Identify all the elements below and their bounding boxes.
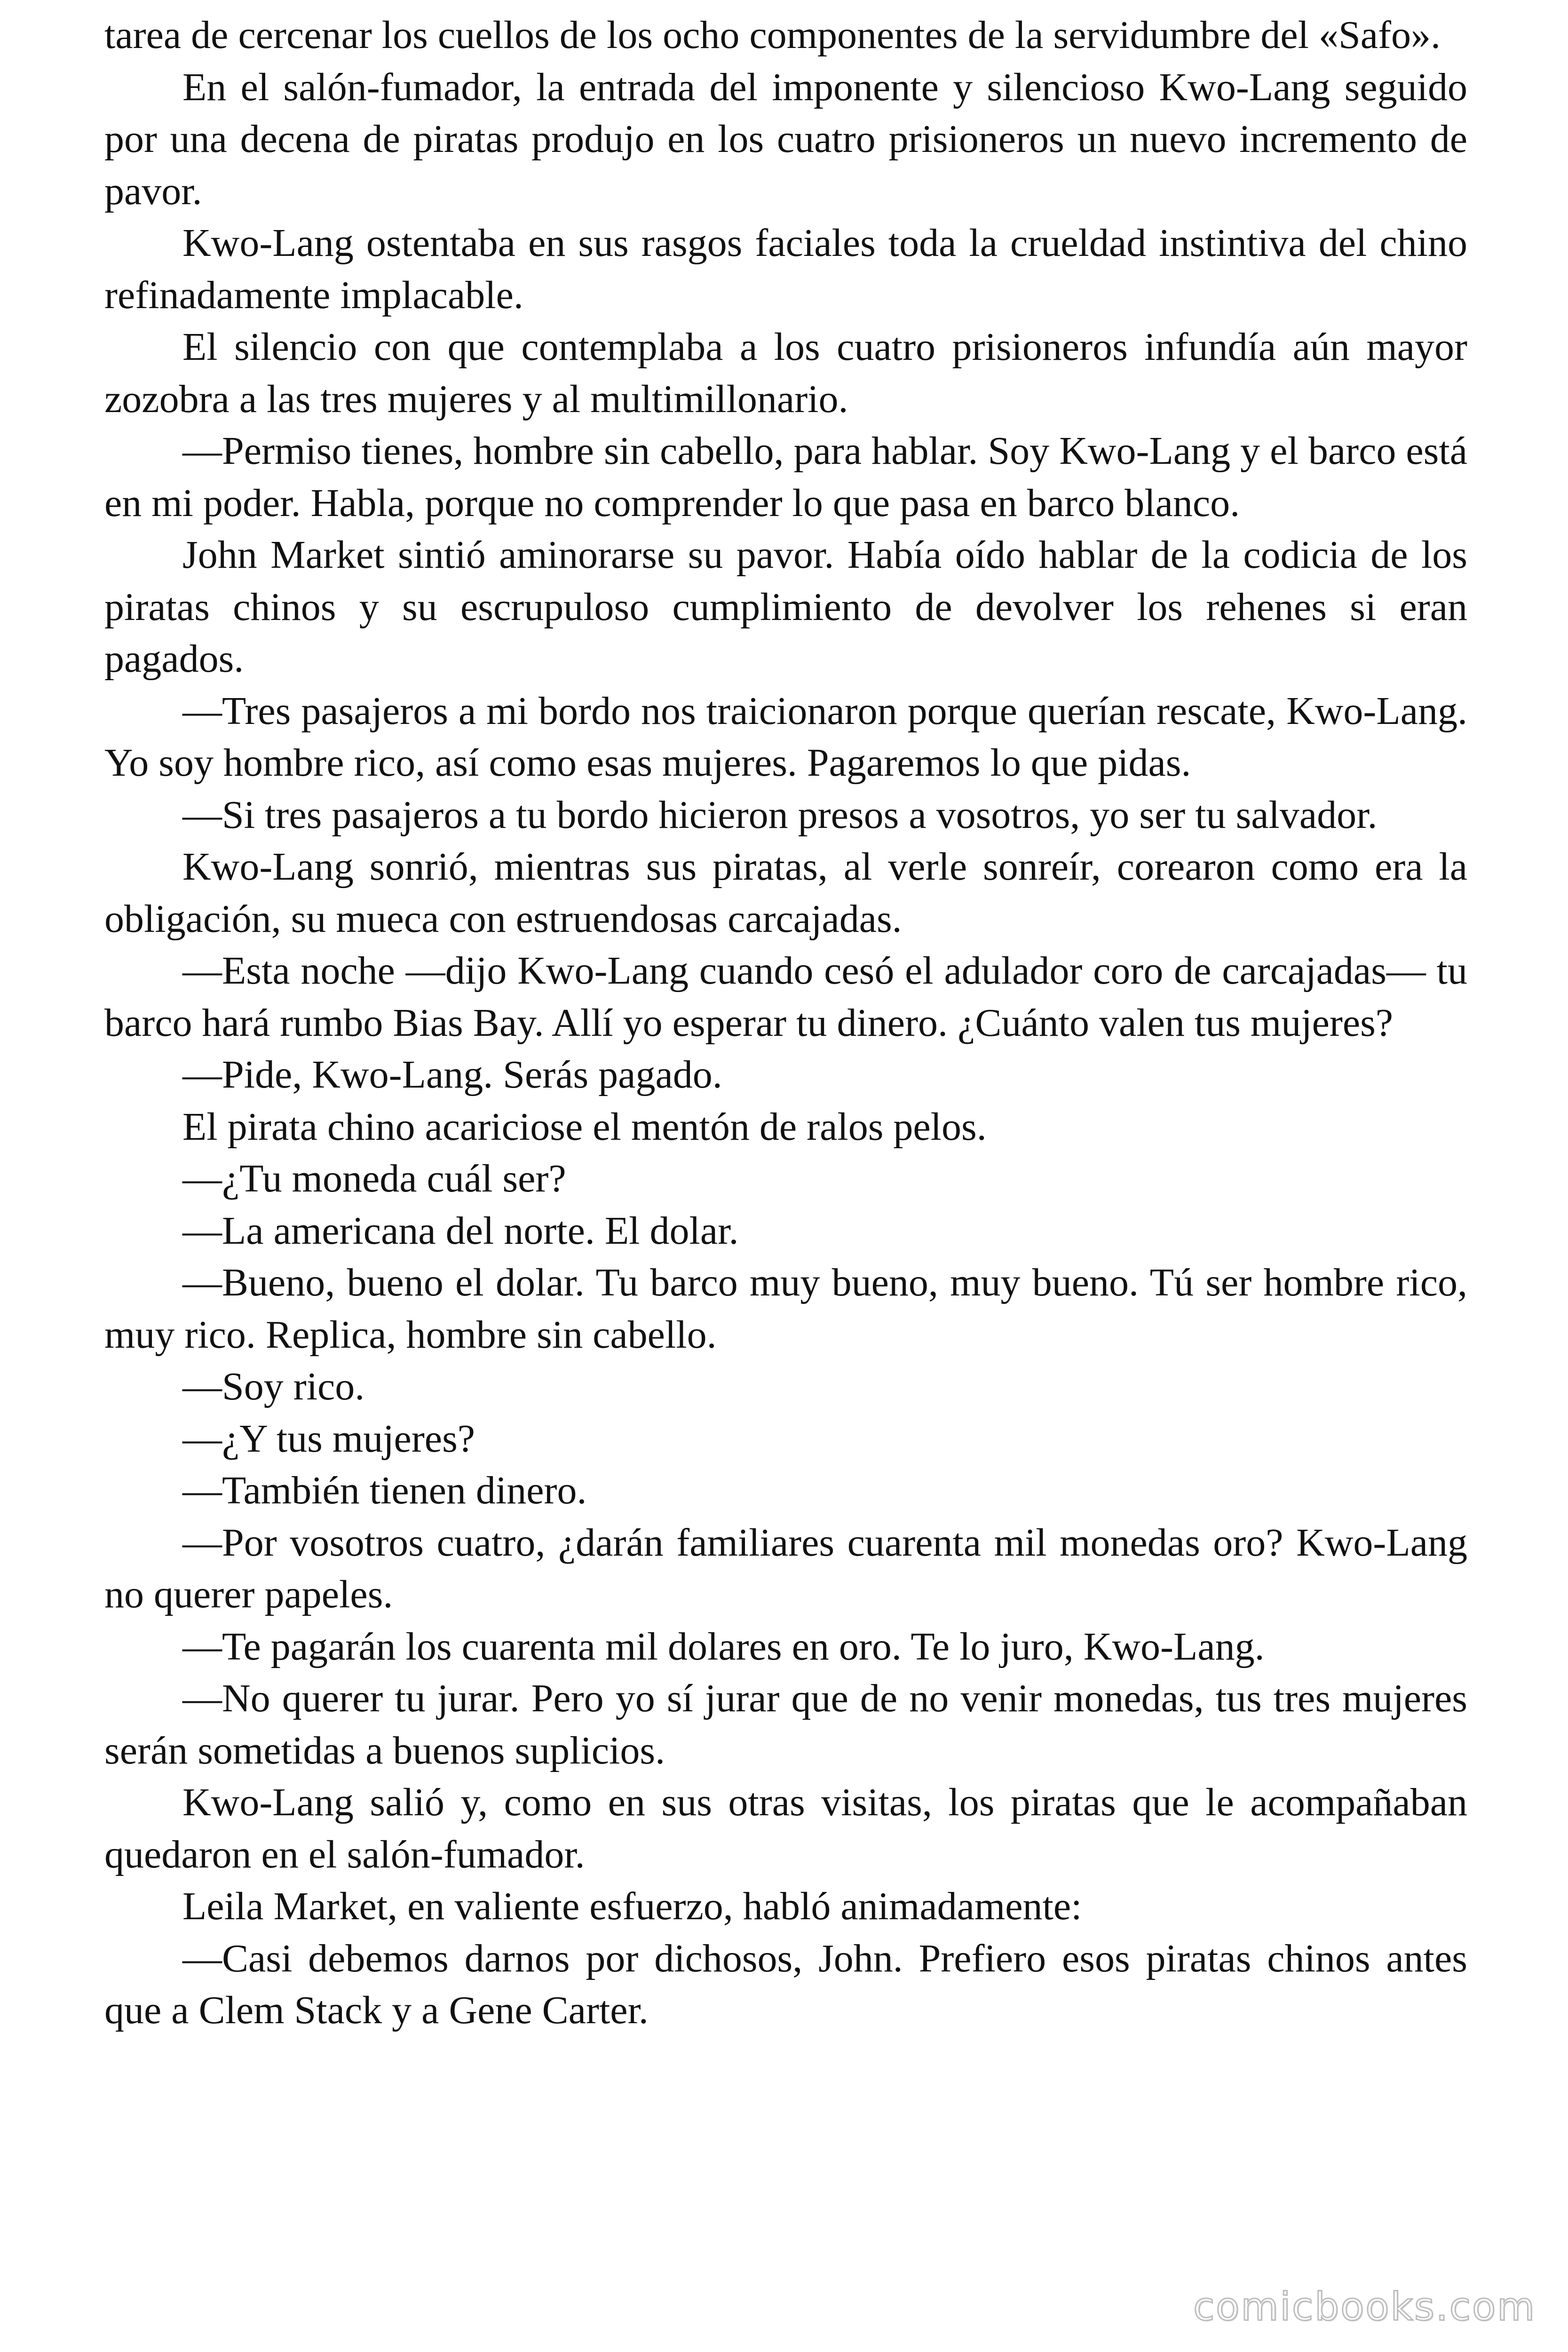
watermark: comicbooks.com [1193,2285,1536,2329]
paragraph: John Market sintió aminorarse su pavor. Había oído hablar de la codicia de los piratas chinos y su escrupuloso cumplimiento de devolver los rehenes si eran pagados. [104,533,1467,681]
paragraph: —La americana del norte. El dolar. [182,1208,739,1253]
paragraph: El pirata chino acariciose el mentón de ralos pelos. [182,1104,987,1149]
paragraph: tarea de cercenar los cuellos de los ocho componentes de la servidumbre del «Safo». [104,13,1441,57]
paragraph: —Esta noche —dijo Kwo-Lang cuando cesó el adulador coro de carcajadas— tu barco hará rumbo Bias Bay. Allí yo esperar tu dinero. ¿Cuánto valen tus mujeres? [104,949,1467,1045]
paragraph: —No querer tu jurar. Pero yo sí jurar que de no venir monedas, tus tres mujeres serán sometidas a buenos suplicios. [104,1677,1467,1772]
paragraph: —Pide, Kwo-Lang. Serás pagado. [182,1053,722,1097]
paragraph: El silencio con que contemplaba a los cuatro prisioneros infundía aún mayor zozobra a las tres mujeres y al multimillonario. [104,325,1467,421]
paragraph: —Si tres pasajeros a tu bordo hicieron presos a vosotros, yo ser tu salvador. [182,793,1378,837]
paragraph: —Por vosotros cuatro, ¿darán familiares cuarenta mil monedas oro? Kwo-Lang no querer papeles. [104,1520,1467,1616]
paragraph: —Te pagarán los cuarenta mil dolares en oro. Te lo juro, Kwo-Lang. [182,1624,1265,1669]
paragraph: Leila Market, en valiente esfuerzo, habló animadamente: [182,1884,1082,1928]
paragraph: —¿Y tus mujeres? [182,1416,475,1461]
paragraph: —También tienen dinero. [182,1469,587,1512]
paragraph: Kwo-Lang ostentaba en sus rasgos faciales toda la crueldad instintiva del chino refinadamente implacable. [104,221,1467,317]
paragraph: —Permiso tienes, hombre sin cabello, para hablar. Soy Kwo-Lang y el barco está en mi poder. Habla, porque no comprender lo que pasa en barco blanco. [104,429,1467,525]
paragraph: —Soy rico. [182,1365,365,1408]
paragraph: —¿Tu moneda cuál ser? [182,1157,566,1200]
paragraph: En el salón-fumador, la entrada del imponente y silencioso Kwo-Lang seguido por una decena de piratas produjo en los cuatro prisioneros un nuevo incremento de pavor. [104,65,1467,213]
paragraph: —Casi debemos darnos por dichosos, John. Prefiero esos piratas chinos antes que a Clem Stack y a Gene Carter. [104,1936,1467,2032]
paragraph: —Tres pasajeros a mi bordo nos traicionaron porque querían rescate, Kwo-Lang. Yo soy hombre rico, así como esas mujeres. Pagaremos lo que pidas. [104,689,1467,785]
paragraph: —Bueno, bueno el dolar. Tu barco muy bueno, muy bueno. Tú ser hombre rico, muy rico. Replica, hombre sin cabello. [104,1261,1467,1357]
paragraph: Kwo-Lang salió y, como en sus otras visitas, los piratas que le acompañaban quedaron en el salón-fumador. [104,1780,1467,1876]
paragraph: Kwo-Lang sonrió, mientras sus piratas, al verle sonreír, corearon como era la obligación, su mueca con estruendosas carcajadas. [104,845,1467,941]
page-text [104,9,1467,2220]
